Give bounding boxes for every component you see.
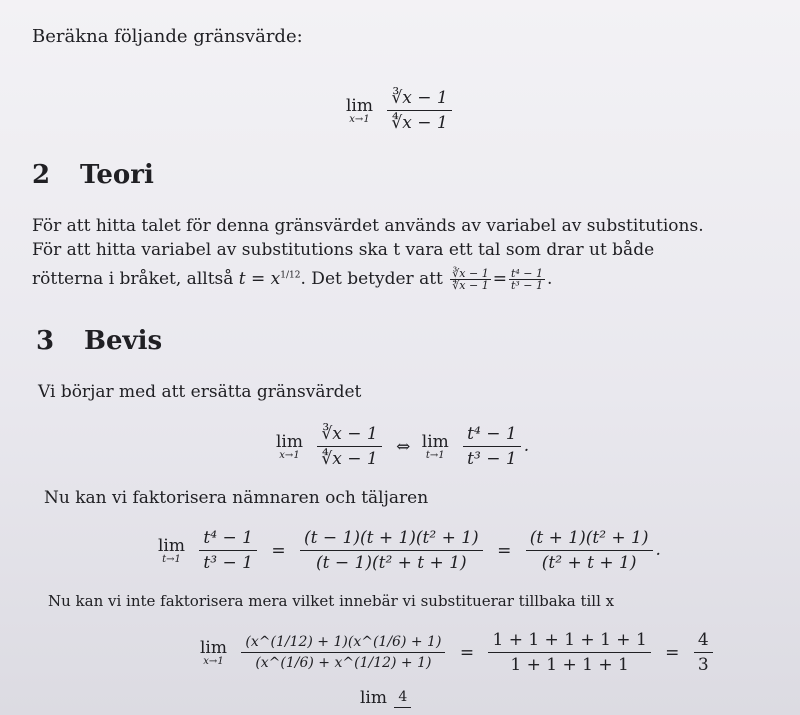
limit-equation-1	[346, 88, 455, 133]
limit-fraction	[387, 88, 451, 133]
fraction-1: $\frac{\text{t⁴ − 1}}{\text{t³ − 1}}$	[199, 528, 257, 573]
inline-fraction-2: $\frac{\text{t⁴ − 1}}{\text{t³ − 1}}$	[510, 267, 544, 292]
fraction-2: $\frac{\text{(t − 1)(t + 1)(t² + 1)}}{\text{(t − 1)(t² + t + 1)}}$	[300, 528, 483, 573]
lim-operator-right: lim t→1	[421, 432, 449, 461]
section-heading-teori: 2 Teori	[32, 160, 154, 190]
teori-line-1: För att hitta talet för denna gränsvärdet används av variabel av substitutions.	[32, 216, 704, 236]
fraction-right: $\frac{\text{t⁴ − 1}}{\text{t³ − 1}}$	[463, 424, 521, 469]
lim-operator: lim x→1	[200, 638, 227, 667]
fraction-denominator: ∜x − 1	[391, 113, 448, 133]
limit-equation-4: lim x→1 $\frac{(x\^{}(1/12) + 1)(x\^{}(1/6) + 1)}{(x\^{}(1/6) + x\^{}(1/12) + 1)}$ = $\frac{1 + 1 + 1 + 1 + 1}{1 + 1 + 1 + 1}$ = $\frac{4}{3}$	[200, 630, 716, 675]
lim-operator: lim x→1	[346, 96, 373, 125]
inline-fraction-1: $\frac{∛x - 1}{∜x - 1}$	[452, 267, 489, 292]
resubstitute-text: Nu kan vi inte faktorisera mera vilket innebär vi substituerar tillbaka till x	[48, 592, 615, 610]
fraction-numerator: ∛x − 1	[387, 88, 451, 111]
limit-equation-5: lim 4	[360, 688, 414, 708]
section-heading-bevis: 3 Bevis	[36, 326, 163, 356]
limit-equation-3: lim t→1 $\frac{\text{t⁴ − 1}}{\text{t³ − 1}}$ = $\frac{\text{(t − 1)(t + 1)(t² + 1)}}{\text{(t − 1)(t² + t + 1)}}$ = $\frac{\text{(t + 1)(t² + 1)}}{\text{(t² + t + 1)}}$ .	[158, 528, 661, 573]
intro-text: Beräkna följande gränsvärde:	[32, 26, 303, 47]
teori-line-2: För att hitta variabel av substitutions ska t vara ett tal som drar ut både	[32, 240, 655, 260]
fraction-3: $\frac{4}{3}$	[694, 630, 713, 675]
lim-operator-left: lim x→1	[276, 432, 303, 461]
fraction-2: $\frac{1 + 1 + 1 + 1 + 1}{1 + 1 + 1 + 1}$	[488, 630, 650, 675]
lim-operator: lim t→1	[158, 536, 185, 565]
equivalence-arrow: ⇔	[396, 436, 411, 457]
fraction-1: $\frac{(x\^{}(1/12) + 1)(x\^{}(1/6) + 1)}{(x\^{}(1/6) + x\^{}(1/12) + 1)}$	[241, 634, 445, 671]
fraction-3: $\frac{\text{(t + 1)(t² + 1)}}{\text{(t² + t + 1)}}$	[526, 528, 653, 573]
limit-equation-2: lim x→1 $\frac{∛x - 1}{∜x - 1}$ ⇔ lim t→1 $\frac{\text{t⁴ − 1}}{\text{t³ − 1}}$ .	[276, 424, 530, 469]
factor-text: Nu kan vi faktorisera nämnaren och täljaren	[44, 488, 429, 508]
teori-line-3: rötterna i bråket, alltså $t = x^{1/12}$. Det betyder att $\frac{∛x - 1}{∜x - 1}$ = $\frac{\text{t⁴ − 1}}{\text{t³ − 1}}$ .	[32, 267, 553, 292]
bevis-intro: Vi börjar med att ersätta gränsvärdet	[38, 382, 362, 402]
fraction-left: $\frac{∛x - 1}{∜x - 1}$	[317, 424, 381, 469]
